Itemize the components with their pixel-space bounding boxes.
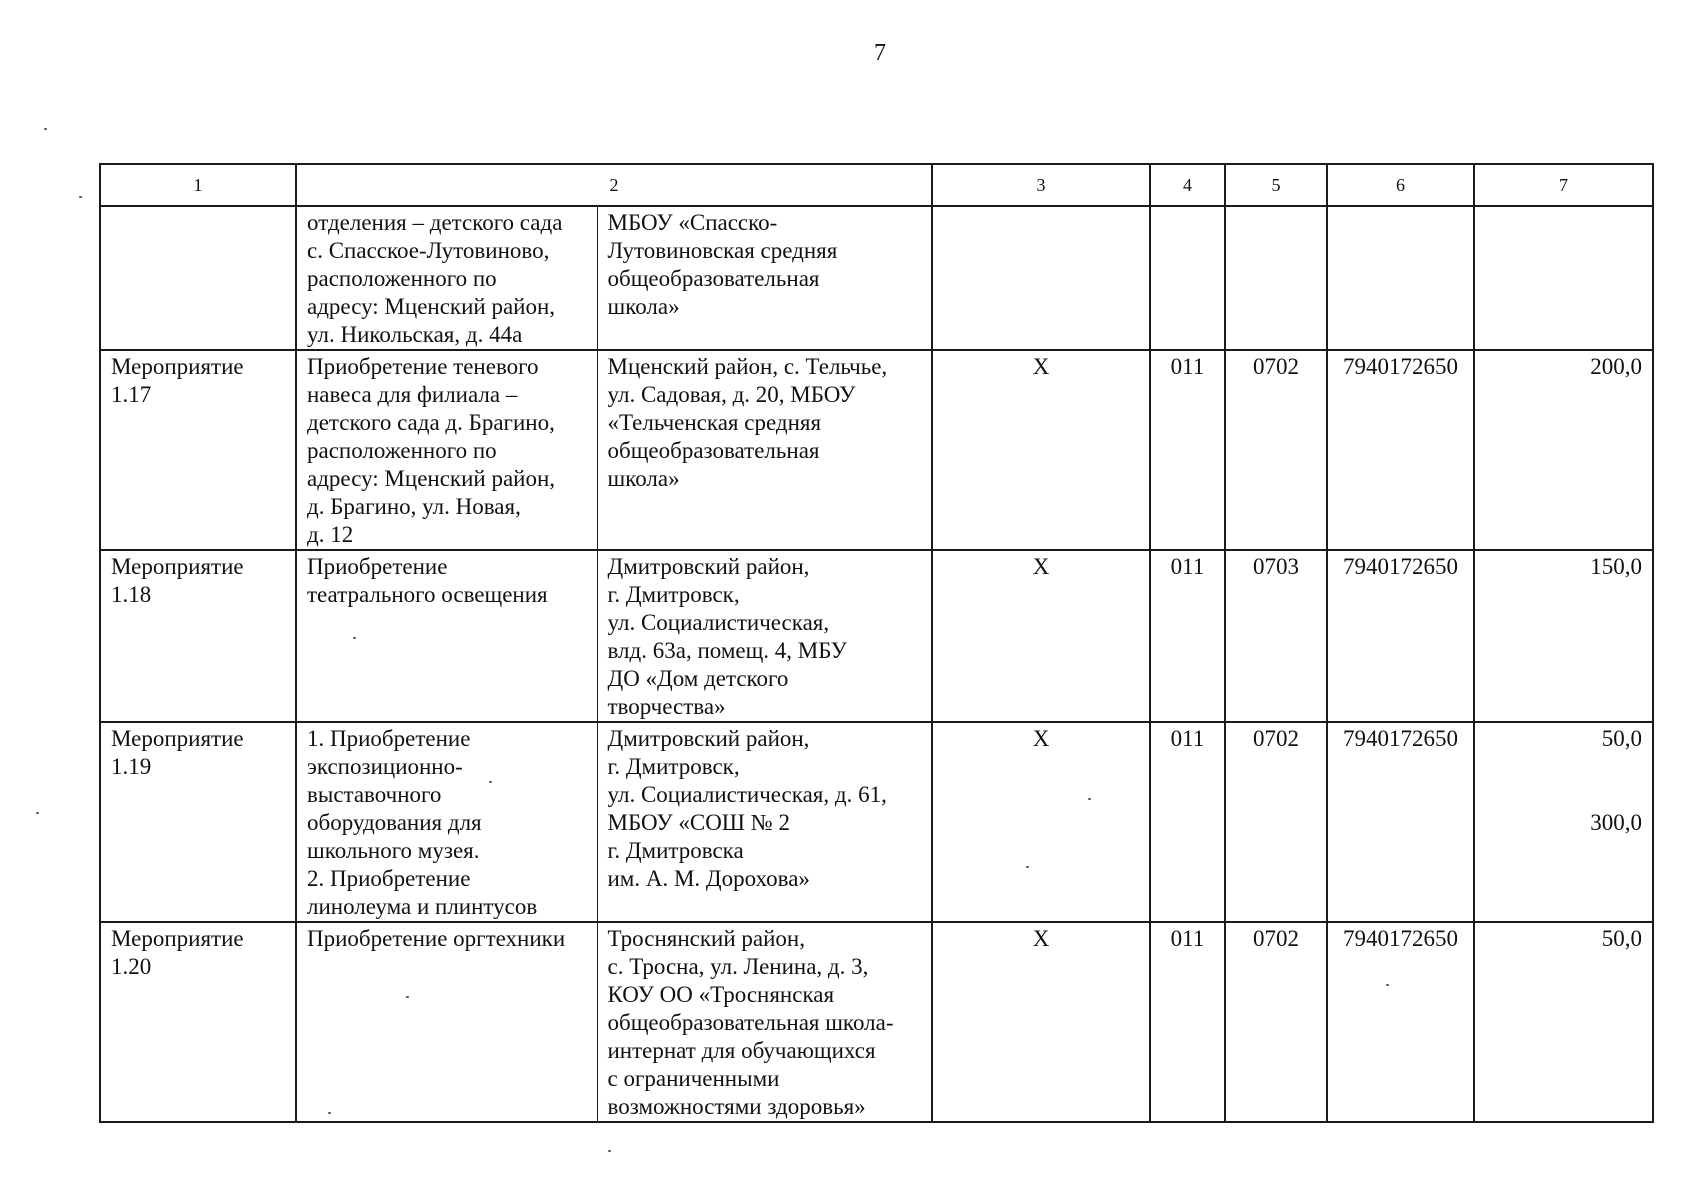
col4-cell: 011	[1150, 922, 1225, 1122]
amount-value: 50,0	[1601, 726, 1642, 751]
text-line: адресу: Мценский район,	[307, 294, 556, 319]
col7-cell: 50,0	[1474, 922, 1653, 1122]
address-cell	[597, 350, 932, 550]
text-line: 2. Приобретение	[307, 866, 471, 891]
budget-table	[99, 163, 1654, 1123]
col4-cell: 011	[1150, 722, 1225, 922]
event-number: 1.19	[111, 754, 152, 779]
text-line: МБОУ «Спасско-	[607, 210, 778, 235]
text-line: навеса для филиала –	[307, 382, 518, 407]
text-line: Дмитровский район,	[607, 726, 810, 751]
col5-cell: 0702	[1225, 922, 1327, 1122]
text-line: ДО «Дом детского	[607, 666, 789, 691]
col7-cell	[1474, 206, 1653, 350]
column-header-4: 4	[1150, 164, 1225, 206]
text-line: КОУ ОО «Троснянская	[607, 982, 835, 1007]
text-line: Приобретение теневого	[307, 354, 539, 379]
text-line: Приобретение	[307, 554, 448, 579]
event-number: 1.17	[111, 382, 152, 407]
table-row-1-20	[100, 922, 1653, 1122]
col7-cell: 150,0	[1474, 550, 1653, 722]
col5-cell	[1225, 206, 1327, 350]
scan-speck	[608, 1150, 611, 1152]
column-header-6: 6	[1327, 164, 1474, 206]
table-row-continuation	[100, 206, 1653, 350]
text-line: ул. Социалистическая, д. 61,	[607, 782, 887, 807]
text-line: им. А. М. Дорохова»	[607, 866, 810, 891]
scan-speck	[353, 637, 356, 639]
text-line: школьного музея.	[307, 838, 480, 863]
column-header-7: 7	[1474, 164, 1653, 206]
scan-speck	[44, 128, 47, 130]
text-line: общеобразовательная	[607, 438, 820, 463]
text-line: г. Дмитровск,	[607, 582, 740, 607]
text-line: театрального освещения	[307, 582, 548, 607]
text-line: выставочного	[307, 782, 442, 807]
col5-cell: 0702	[1225, 722, 1327, 922]
text-line: ул. Никольская, д. 44а	[307, 322, 523, 347]
col6-cell: 7940172650	[1327, 922, 1474, 1122]
column-header-3: 3	[932, 164, 1150, 206]
col7-cell	[1474, 722, 1653, 922]
text-line: расположенного по	[307, 266, 497, 291]
text-line: детского сада д. Брагино,	[307, 410, 555, 435]
address-cell	[597, 206, 932, 350]
text-line: д. Брагино, ул. Новая,	[307, 494, 521, 519]
text-line: Троснянский район,	[607, 926, 805, 951]
text-line: влд. 63а, помещ. 4, МБУ	[607, 638, 847, 663]
text-line: с ограниченными	[607, 1066, 780, 1091]
text-line: оборудования для	[307, 810, 482, 835]
event-label: Мероприятие	[111, 554, 244, 579]
col5-cell: 0703	[1225, 550, 1327, 722]
table-row-1-19	[100, 722, 1653, 922]
address-cell	[597, 550, 932, 722]
event-cell	[100, 350, 296, 550]
text-line: Приобретение оргтехники	[307, 926, 566, 951]
event-cell	[100, 550, 296, 722]
table-row-1-17	[100, 350, 1653, 550]
text-line: «Тельченская средняя	[607, 410, 822, 435]
text-line: г. Дмитровска	[607, 838, 744, 863]
event-number: 1.20	[111, 954, 152, 979]
scan-speck	[1026, 866, 1029, 868]
text-line: г. Дмитровск,	[607, 754, 740, 779]
text-line: школа»	[607, 466, 680, 491]
address-cell	[597, 922, 932, 1122]
col4-cell	[1150, 206, 1225, 350]
text-line: 1. Приобретение	[307, 726, 471, 751]
description-cell	[296, 206, 597, 350]
text-line: отделения – детского сада	[307, 210, 563, 235]
text-line: общеобразовательная школа-	[607, 1010, 894, 1035]
page-number: 7	[874, 40, 886, 66]
scan-speck	[79, 196, 82, 198]
text-line: д. 12	[307, 522, 354, 547]
col3-cell: X	[932, 350, 1150, 550]
text-line: линолеума и плинтусов	[307, 894, 538, 919]
text-line: расположенного по	[307, 438, 497, 463]
text-line: адресу: Мценский район,	[307, 466, 556, 491]
text-line: Дмитровский район,	[607, 554, 810, 579]
col6-cell	[1327, 206, 1474, 350]
col3-cell	[932, 206, 1150, 350]
col6-cell: 7940172650	[1327, 350, 1474, 550]
column-header-5: 5	[1225, 164, 1327, 206]
text-line: общеобразовательная	[607, 266, 820, 291]
spacer	[1485, 753, 1642, 809]
text-line: интернат для обучающихся	[607, 1038, 876, 1063]
event-label: Мероприятие	[111, 354, 244, 379]
col4-cell: 011	[1150, 350, 1225, 550]
event-cell	[100, 206, 296, 350]
text-line: экспозиционно-	[307, 754, 463, 779]
col6-cell: 7940172650	[1327, 722, 1474, 922]
description-cell	[296, 350, 597, 550]
scan-speck	[406, 996, 409, 998]
column-header-2: 2	[296, 164, 932, 206]
col7-cell: 200,0	[1474, 350, 1653, 550]
scan-speck	[1088, 798, 1091, 800]
text-line: школа»	[607, 294, 680, 319]
text-line: творчества»	[607, 694, 726, 719]
text-line: Лутовиновская средняя	[607, 238, 838, 263]
description-cell	[296, 550, 597, 722]
description-cell	[296, 922, 597, 1122]
table-row-1-18	[100, 550, 1653, 722]
col4-cell: 011	[1150, 550, 1225, 722]
col5-cell: 0702	[1225, 350, 1327, 550]
description-cell	[296, 722, 597, 922]
event-label: Мероприятие	[111, 726, 244, 751]
scan-speck	[36, 812, 39, 814]
col3-cell: X	[932, 722, 1150, 922]
text-line: с. Тросна, ул. Ленина, д. 3,	[607, 954, 869, 979]
event-cell	[100, 722, 296, 922]
text-line: возможностями здоровья»	[607, 1094, 866, 1119]
address-cell	[597, 722, 932, 922]
text-line: МБОУ «СОШ № 2	[607, 810, 790, 835]
event-number: 1.18	[111, 582, 152, 607]
col3-cell: X	[932, 550, 1150, 722]
text-line: Мценский район, с. Тельчье,	[607, 354, 888, 379]
text-line: ул. Садовая, д. 20, МБОУ	[607, 382, 856, 407]
scan-speck	[328, 1112, 331, 1114]
scan-speck	[489, 781, 492, 783]
amount-value-second: 300,0	[1590, 810, 1642, 835]
event-cell	[100, 922, 296, 1122]
column-header-1: 1	[100, 164, 296, 206]
text-line: с. Спасское-Лутовиново,	[307, 238, 550, 263]
header-row	[100, 164, 1653, 206]
scan-speck	[1386, 984, 1389, 986]
col6-cell: 7940172650	[1327, 550, 1474, 722]
text-line: ул. Социалистическая,	[607, 610, 830, 635]
event-label: Мероприятие	[111, 926, 244, 951]
col3-cell: X	[932, 922, 1150, 1122]
